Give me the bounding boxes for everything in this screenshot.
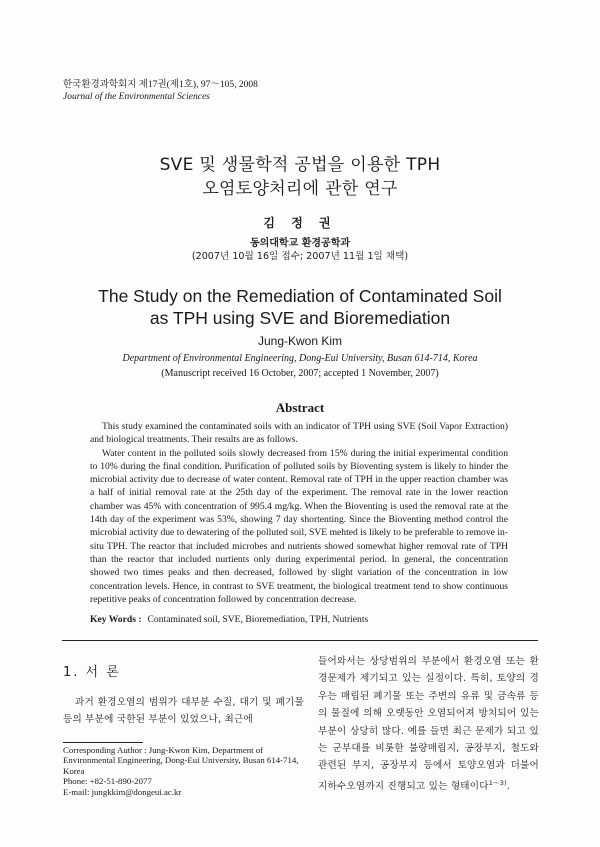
title-ko-line2: 오염토양처리에 관한 연구	[202, 179, 398, 199]
footnote-corresponding-author: Corresponding Author : Jung-Kwon Kim, Department of Environmental Engineering, Dong-Eui University, Busan 614-714, Korea	[63, 745, 299, 776]
intro-right-period: .	[506, 781, 511, 793]
intro-left-text	[63, 694, 304, 729]
title-ko-line1: SVE 및 생물학적 공법을 이용한 TPH	[159, 155, 441, 175]
dates-en: (Manuscript received 16 October, 2007; accepted 1 November, 2007)	[161, 368, 439, 379]
keywords-label: Key Words :	[90, 614, 142, 625]
journal-citation: 한국환경과학회지 제17권(제1호), 97～105, 2008	[63, 80, 258, 90]
footnote-rule	[63, 742, 143, 743]
intro-paragraph-right	[318, 653, 539, 795]
footnote-phone: Phone: +82-51-890-2077	[63, 776, 152, 787]
footnote	[63, 745, 306, 797]
keywords-text: Contaminated soil, SVE, Bioremediation, TPH, Nutrients	[147, 614, 369, 625]
intro-right-body: 들어와서는 상당범위의 부분에서 환경오염 또는 환경문제가 제기되고 있는 실정이다. 특히, 토양의 경우는 매립된 폐기물 또는 주변의 유류 및 금속류 등의 물질에 의해 오랫동안 오염되어져 방치되어 있는 부분이 상당히 많다. 예를 들면 최근 문제가 되고 있는 군부대를 비롯한 불량매립지, 공장부지, 철도와 관련된 부지, 공장부지 등에서 토양오염과 더불어 지하수오염까지 진행되고 있는 형태이다	[318, 656, 539, 793]
section-heading-introduction: 1. 서 론	[63, 665, 121, 680]
title-en-line2: as TPH using SVE and Bioremediation	[149, 308, 451, 328]
citation-superscript: 1～3)	[488, 778, 507, 787]
abstract-heading: Abstract	[275, 400, 325, 415]
title-en-line1: The Study on the Remediation of Contaminated Soil	[98, 286, 502, 306]
author-en: Jung-Kwon Kim	[257, 334, 343, 348]
affiliation-ko: 동의대학교 환경공학과	[249, 238, 351, 249]
section-divider	[62, 640, 538, 641]
abstract-paragraph-2: Water content in the polluted soils slowly decreased from 15% during the initial experimental condition to 10% during the final condition. Purification of polluted soils by Bioventing system is likely to hinder the microbial activity due to decrease of water content. Removal rate of TPH in the upper reaction chamber was a half of initial removal rate at the 25th day of the experiment. The removal rate in the lower reaction chamber was 45% with concentration of 995.4 mg/kg. When the Bioventing is used the removal rate at the 14th day of the experiment was 53%, showing 7 day shortenting. Since the Bioventing method control the microbial activity due to dewatering of the polluted soil, SVE mehted is likely to be preferable to remove in-situ TPH. The reactor that included microbes and nutrients showed somewhat higher removal rate of TPH than the reactor that included nurtients only during experimental period. In general, the concentration showed two times peaks and then decreased, followed by slight variation of the concentration in low concentration levels. Hence, in contrast to SVE treatment, the biological treatment tend to show continuous repetitive peaks of concentration followed by concentration decrease.	[90, 447, 508, 605]
footnote-email: E-mail: jungkkim@dongeui.ac.kr	[63, 786, 182, 797]
department-en: Department of Environmental Engineering, Dong-Eui University, Busan 614-714, Korea	[122, 353, 478, 364]
abstract-body	[90, 420, 508, 606]
author-ko: 김 정 권	[263, 216, 337, 230]
intro-paragraph-left: 과거 환경오염의 범위가 대부분 수질, 대기 및 폐기물 등의 부분에 국한된 부분이 있었으나, 최근에	[63, 697, 304, 726]
journal-name: Journal of the Environmental Sciences	[63, 92, 210, 102]
intro-right-text	[318, 653, 539, 795]
abstract-paragraph-1: This study examined the contaminated soils with an indicator of TPH using SVE (Soil Vapor Extraction) and biological treatments. Their results are as follows.	[90, 421, 508, 446]
dates-ko: (2007년 10월 16일 접수; 2007년 11월 1일 채택)	[191, 251, 409, 262]
keywords	[90, 614, 508, 625]
